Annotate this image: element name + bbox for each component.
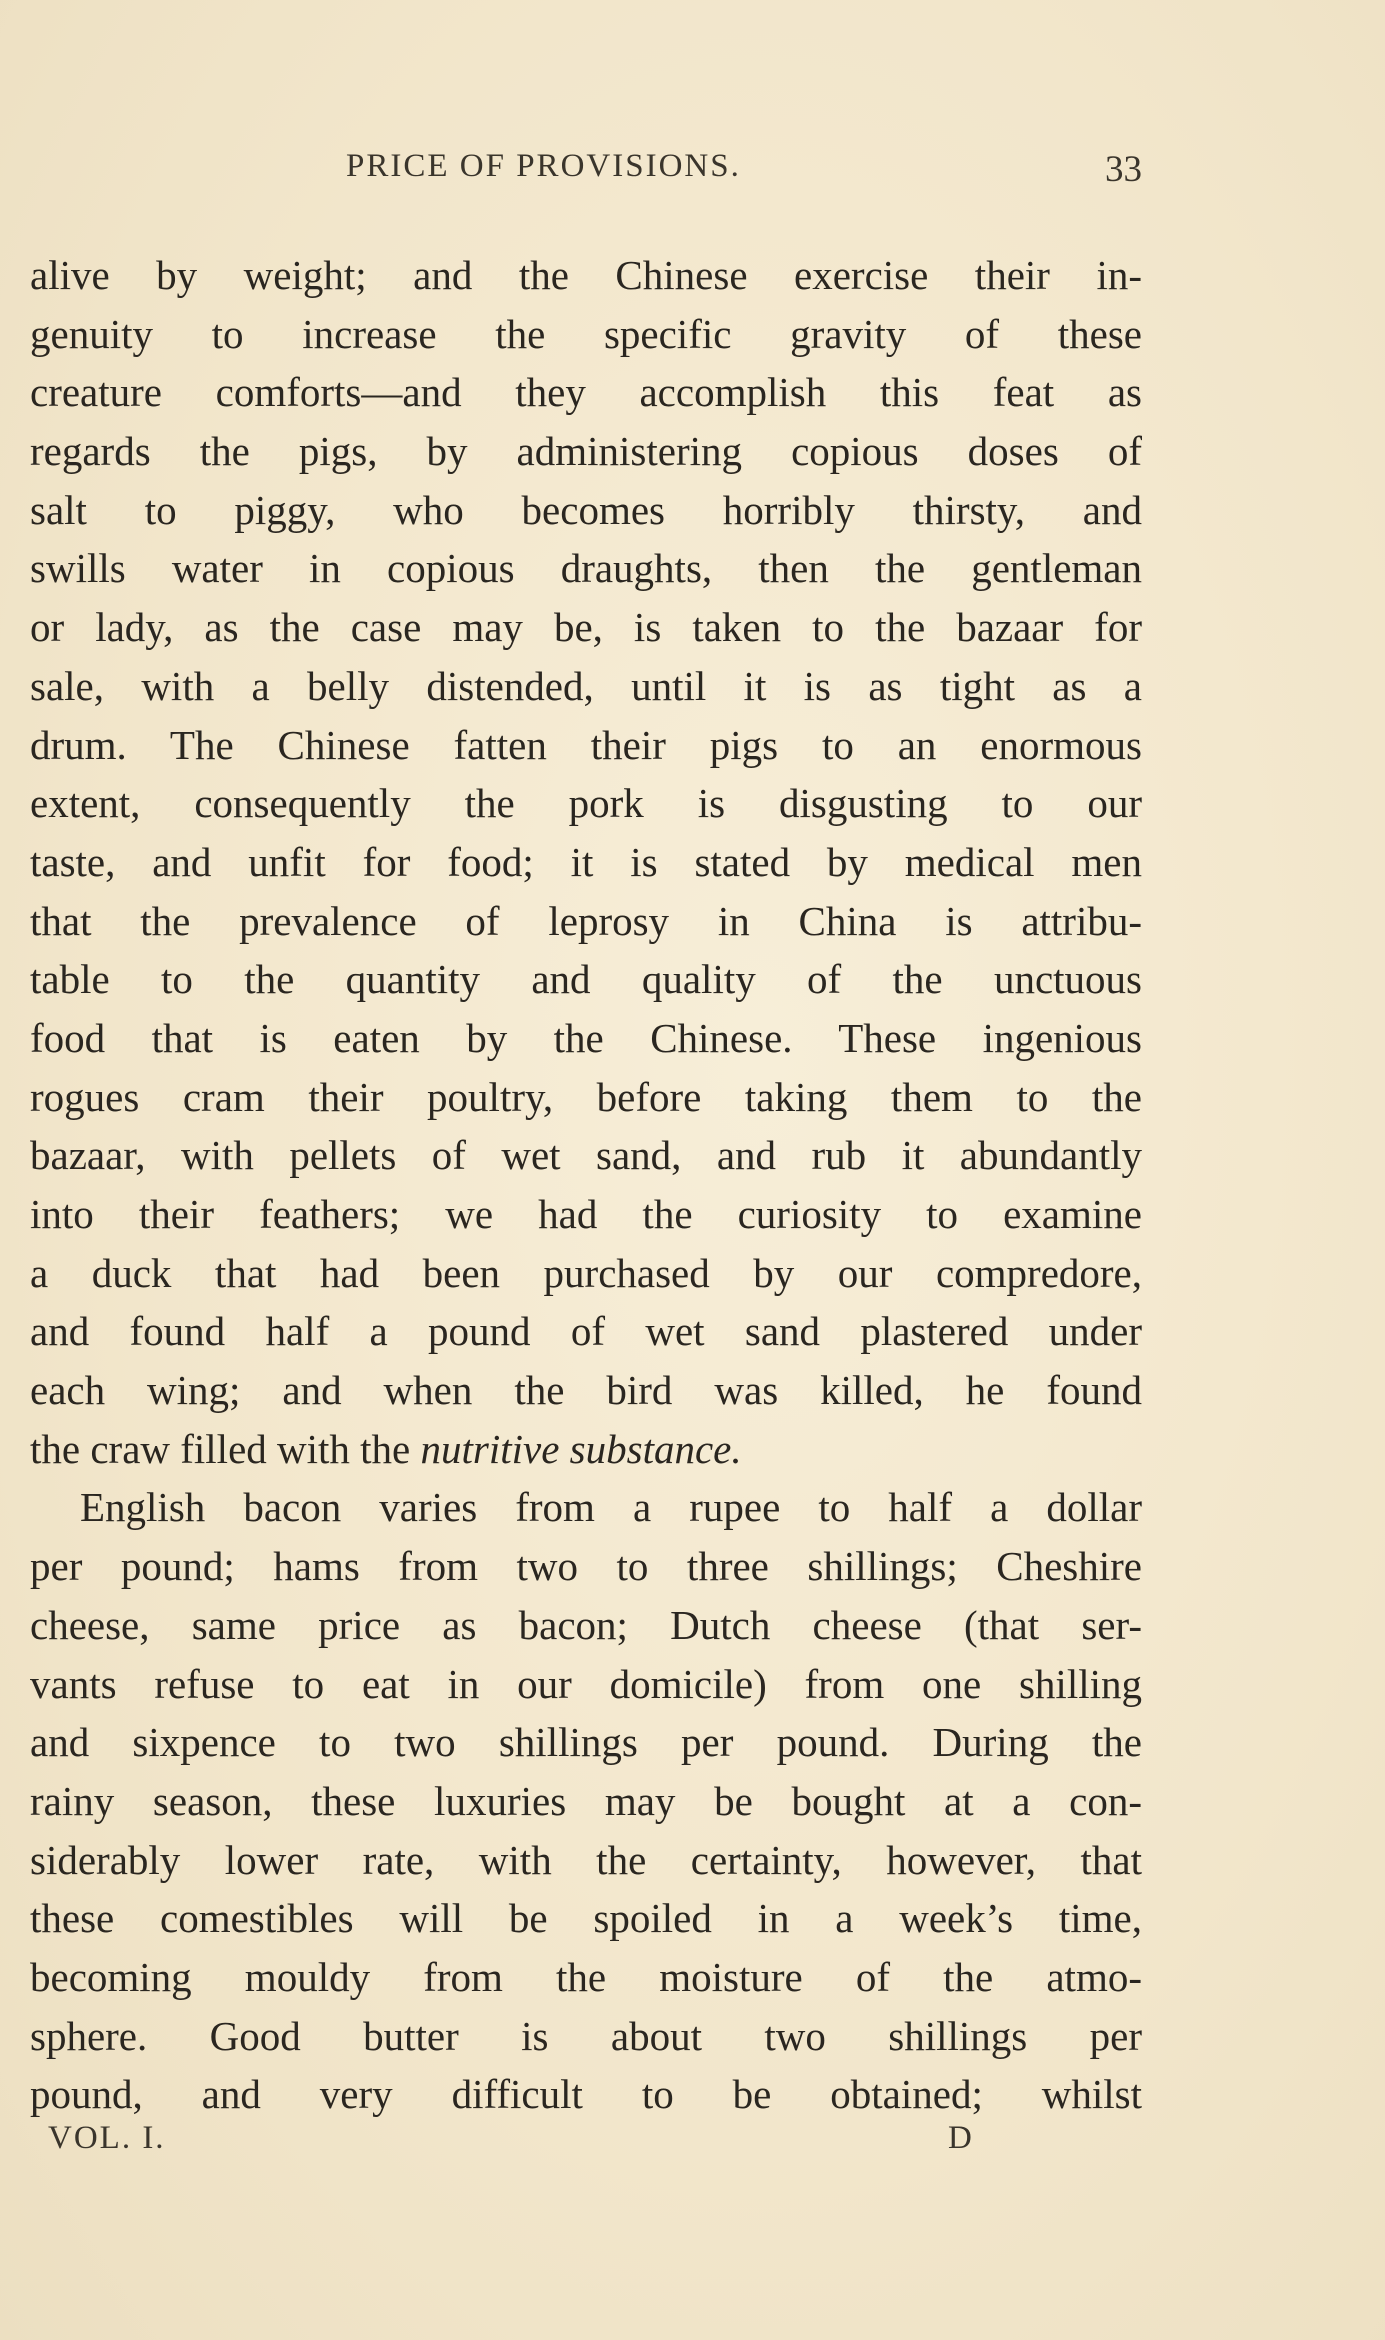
text-line: swills water in copious draughts, then the gentleman	[30, 545, 1142, 592]
page-footer	[48, 2120, 988, 2170]
text-line: per pound; hams from two to three shillings; Cheshire	[30, 1543, 1142, 1590]
text-line: taste, and unfit for food; it is stated by medical men	[30, 838, 1142, 885]
text-line: sale, with a belly distended, until it is as tight as a	[30, 662, 1142, 709]
text-line: drum. The Chinese fatten their pigs to an enormous	[30, 721, 1142, 768]
text-line: into their feathers; we had the curiosity to examine	[30, 1191, 1142, 1237]
text-line: creature comforts—and they accomplish this feat as	[30, 369, 1142, 416]
running-head: PRICE OF PROVISIONS.	[346, 148, 741, 184]
paragraph-end-line	[30, 1420, 1142, 1479]
signature-mark: D	[948, 2120, 972, 2156]
text-line: that the prevalence of leprosy in China is attribu-	[30, 897, 1142, 944]
paragraph-start-line: English bacon varies from a rupee to half a dollar	[80, 1484, 1142, 1531]
text-line: regards the pigs, by administering copious doses of	[30, 428, 1142, 475]
text-line-lead: the craw filled with the	[30, 1425, 411, 1472]
text-line: vants refuse to eat in our domicile) from one shilling	[30, 1660, 1142, 1707]
text-line: rogues cram their poultry, before taking them to the	[30, 1073, 1142, 1120]
page-header	[30, 148, 1142, 198]
text-line: bazaar, with pellets of wet sand, and rub it abundantly	[30, 1132, 1142, 1179]
text-line: these comestibles will be spoiled in a week’s time,	[30, 1895, 1142, 1942]
text-line: or lady, as the case may be, is taken to the bazaar for	[30, 604, 1142, 651]
text-line: genuity to increase the specific gravity of these	[30, 310, 1142, 357]
text-line: siderably lower rate, with the certainty, however, that	[30, 1836, 1142, 1883]
text-line: sphere. Good butter is about two shillings per	[30, 2012, 1142, 2059]
text-line: and sixpence to two shillings per pound. During the	[30, 1719, 1142, 1766]
text-line: cheese, same price as bacon; Dutch cheese (that ser-	[30, 1601, 1142, 1648]
italic-phrase: nutritive substance.	[420, 1425, 742, 1472]
text-line: becoming mouldy from the moisture of the atmo-	[30, 1953, 1142, 2000]
text-line: rainy season, these luxuries may be bought at a con-	[30, 1777, 1142, 1824]
volume-mark: VOL. I.	[48, 2120, 166, 2156]
text-line: salt to piggy, who becomes horribly thirsty, and	[30, 486, 1142, 533]
body-text	[30, 246, 1142, 2124]
text-line: table to the quantity and quality of the unctuous	[30, 956, 1142, 1003]
page-number: 33	[1105, 149, 1142, 190]
text-line: a duck that had been purchased by our compredore,	[30, 1249, 1142, 1296]
text-line: pound, and very difficult to be obtained; whilst	[30, 2071, 1142, 2118]
text-line: extent, consequently the pork is disgusting to our	[30, 780, 1142, 827]
text-line: each wing; and when the bird was killed, he found	[30, 1367, 1142, 1414]
text-line: alive by weight; and the Chinese exercise their in-	[30, 252, 1142, 298]
text-line: and found half a pound of wet sand plastered under	[30, 1308, 1142, 1355]
text-line: food that is eaten by the Chinese. These ingenious	[30, 1014, 1142, 1061]
